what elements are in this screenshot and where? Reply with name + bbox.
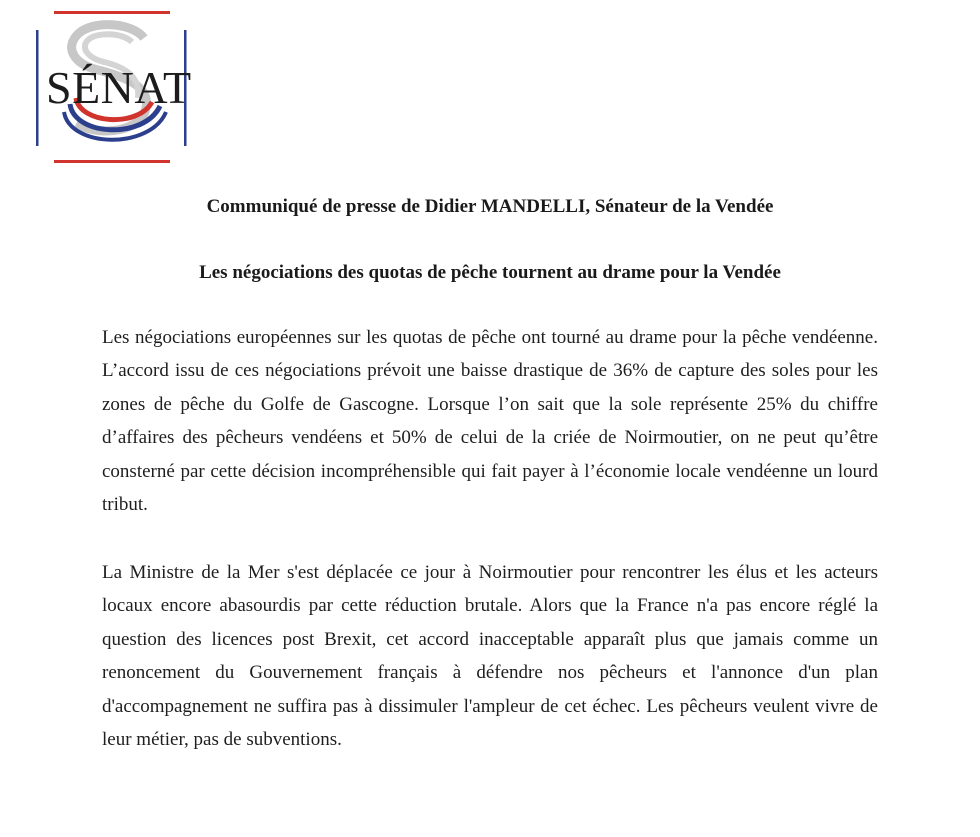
- logo-left-blue-bar: [36, 30, 39, 146]
- logo-top-red-rule: [54, 11, 170, 14]
- logo-bottom-red-rule: [54, 160, 170, 163]
- senat-logo: [34, 8, 190, 168]
- press-release-title: Communiqué de presse de Didier MANDELLI, Sénateur de la Vendée: [206, 196, 774, 217]
- logo-wordmark: SÉNAT: [46, 62, 192, 113]
- body-paragraph-2: La Ministre de la Mer s'est déplacée ce jour à Noirmoutier pour rencontrer les élus et les acteurs locaux encore abasourdis par cette réduction brutale. Alors que la France n'a pas encore réglé la question des licences post Brexit, cet accord inacceptable apparaît plus que jamais comme un renoncement du Gouvernement français à défendre nos pêcheurs et l'annonce d'un plan d'accompagnement ne suffira pas à dissimuler l'ampleur de cet échec. Les pêcheurs veulent vivre de leur métier, pas de subventions.: [102, 562, 878, 751]
- press-release-subtitle: Les négociations des quotas de pêche tournent au drame pour la Vendée: [199, 262, 781, 283]
- body-paragraph-1: Les négociations européennes sur les quotas de pêche ont tourné au drame pour la pêche vendéenne. L’accord issu de ces négociations prévoit une baisse drastique de 36% de capture des soles pour les zones de pêche du Golfe de Gascogne. Lorsque l’on sait que la sole représente 25% du chiffre d’affaires des pêcheurs vendéens et 50% de celui de la criée de Noirmoutier, on ne peut qu’être consterné par cette décision incompréhensible qui fait payer à l’économie locale vendéenne un lourd tribut.: [102, 327, 878, 516]
